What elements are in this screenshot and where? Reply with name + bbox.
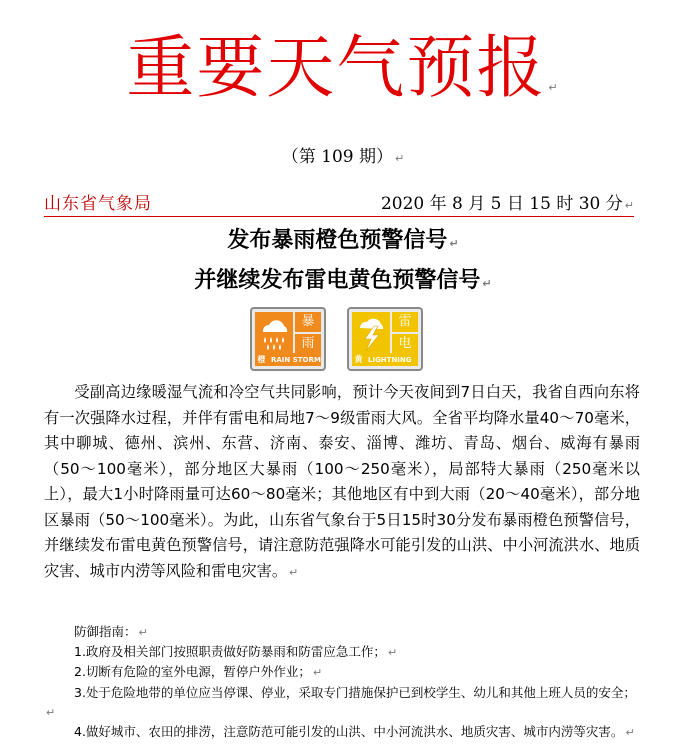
rainstorm-orange-signal xyxy=(250,307,326,371)
paragraph-mark-icon: ↵ xyxy=(387,646,398,660)
issue-datetime: 2020 年 8 月 5 日 15 时 30 分 ↵ xyxy=(380,194,634,214)
guide-item: 4.做好城市、农田的排涝，注意防范可能引发的山洪、中小河流洪水、地质灾害、城市内涝等灾害。 ↵ xyxy=(74,724,635,740)
paragraph-mark-icon: ↵ xyxy=(138,626,148,639)
agency-header-line xyxy=(44,192,634,217)
signal-label-bar xyxy=(255,353,321,366)
signal-label: LIGHTNING xyxy=(368,356,412,364)
signal-char-1: 暴 xyxy=(295,312,321,332)
guide-item: 1.政府及相关部门按照职责做好防暴雨和防雷应急工作； ↵ xyxy=(74,644,398,660)
paragraph-mark-icon: ↵ xyxy=(624,199,634,212)
page-title: 重要天气预报 ↵ xyxy=(126,29,560,108)
paragraph-mark-icon: ↵ xyxy=(46,705,56,719)
signal-label: RAIN STORM xyxy=(271,356,321,364)
issue-number: （第 109 期） ↵ xyxy=(281,147,405,167)
issuing-agency: 山东省气象局 xyxy=(44,194,152,214)
signal-level: 橙 xyxy=(257,355,266,364)
signal-level: 黄 xyxy=(354,355,363,364)
paragraph-mark-icon: ↵ xyxy=(395,152,405,165)
headline-primary: 发布暴雨橙色预警信号 ↵ xyxy=(227,228,459,253)
headline-secondary: 并继续发布雷电黄色预警信号 ↵ xyxy=(194,268,492,293)
paragraph-mark-icon: ↵ xyxy=(625,726,635,740)
signal-label-bar xyxy=(352,353,418,366)
guide-item: 2.切断有危险的室外电源，暂停户外作业； ↵ xyxy=(74,664,323,680)
lightning-yellow-signal xyxy=(347,307,423,371)
forecast-body-paragraph: 受副高边缘暖湿气流和冷空气共同影响，预计今天夜间到7日白天，我省自西向东将有一次强降水过程，并伴有雷电和局地7～9级雷雨大风。全省平均降水量40～70毫米，其中聊城、德州、滨州、东营、济南、泰安、淄博、潍坊、青岛、烟台、威海有暴雨（50～100毫米），部分地区大暴雨（100～250毫米），局部特大暴雨（250毫米以上），最大1小时降雨量可达60～80毫米；其他地区有中到大雨（20～40毫米），部分地区暴雨（50～100毫米）。为此，山东省气象台于5日15时30分发布暴雨橙色预警信号，并继续发布雷电黄色预警信号，请注意防范强降水可能引发的山洪、中小河流洪水、地质灾害、城市内涝等风险和雷电灾害。 ↵ xyxy=(44,383,640,580)
paragraph-mark-icon: ↵ xyxy=(312,666,323,680)
guide-item: 3.处于危险地带的单位应当停课、停业，采取专门措施保护已到校学生、幼儿和其他上班人员的安全；↵ xyxy=(46,684,636,719)
defense-guide xyxy=(44,622,640,742)
paragraph-mark-icon: ↵ xyxy=(548,81,560,94)
paragraph-mark-icon: ↵ xyxy=(449,237,459,250)
signal-char-1: 雷 xyxy=(392,312,418,332)
signal-char-2: 雨 xyxy=(295,334,321,354)
paragraph-mark-icon: ↵ xyxy=(482,277,492,290)
paragraph-mark-icon: ↵ xyxy=(289,565,299,579)
signal-char-2: 电 xyxy=(392,334,418,354)
guide-title: 防御指南： ↵ xyxy=(74,624,148,639)
